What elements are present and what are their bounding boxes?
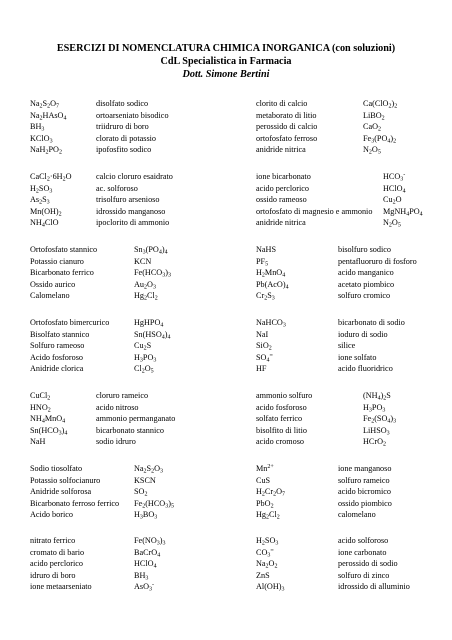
item-left-b: ortoarseniato bisodico: [96, 110, 169, 120]
item-right-b: $N_2O_5$: [363, 145, 381, 156]
exercise-row: [0, 486, 452, 498]
exercise-row: [0, 425, 452, 437]
item-right-b: $MgNH_4PO_4$: [383, 206, 423, 218]
exercise-block: [0, 390, 452, 448]
item-right-a: clorito di calcio: [256, 99, 308, 108]
item-right-a: acido perclorico: [256, 183, 309, 193]
exercise-row: [0, 110, 452, 122]
item-right-b: $Fe_3(PO_4)_2$: [363, 133, 397, 145]
item-right-b: silice: [338, 341, 356, 351]
exercise-row: [0, 581, 452, 593]
item-left-b: $Cl_2O_5$: [134, 364, 154, 375]
item-left-b: KCN: [134, 256, 152, 266]
item-right-a: anidride nitrica: [256, 145, 306, 155]
item-left-a: Bicarbonato ferroso ferrico: [30, 498, 120, 508]
item-right-b: LiBO$_2$: [363, 110, 385, 122]
item-right-b: perossido di sodio: [338, 559, 398, 569]
item-left-b: triidruro di boro: [96, 122, 149, 132]
item-left-a: KClO$_3$: [30, 133, 53, 145]
item-left-b: trisolfuro arsenioso: [96, 195, 160, 205]
item-left-b: ammonio permanganato: [96, 414, 176, 424]
item-right-b: acido manganico: [338, 268, 394, 278]
item-left-b: $Au_2O_3$: [134, 279, 156, 291]
exercise-block: [0, 535, 452, 593]
item-left-b: $SO_2$: [134, 487, 148, 498]
page-title: ESERCIZI DI NOMENCLATURA CHIMICA INORGANICA (con soluzioni): [56, 43, 396, 54]
item-right-b: ione carbonato: [338, 547, 387, 557]
exercise-row: [0, 290, 452, 302]
exercise-row: [0, 498, 452, 510]
item-right-b: bisolfuro sodico: [338, 245, 391, 254]
item-right-a: $H_2Cr_2O_7$: [256, 487, 286, 498]
item-right-b: ione solfato: [338, 352, 377, 362]
exercise-row: [0, 217, 452, 229]
item-left-a: $Na_2S_2O_7$: [30, 99, 60, 110]
item-right-a: CuS: [256, 475, 271, 485]
item-left-b: $Na_2S_2O_3$: [134, 464, 164, 475]
item-left-a: Acido fosforoso: [30, 352, 83, 362]
exercise-row: [0, 183, 452, 195]
item-left-b: calcio cloruro esaidrato: [96, 172, 173, 181]
item-right-a: metaborato di litio: [256, 110, 317, 120]
item-left-b: ipoclorito di ammonio: [96, 218, 170, 228]
author-name: Dott. Simone Bertini: [182, 69, 270, 80]
exercise-row: [0, 436, 452, 448]
item-left-b: HgHPO$_4$: [134, 318, 164, 329]
item-right-a: $PF_5$: [256, 256, 269, 268]
exercise-row: [0, 267, 452, 279]
exercise-row: [0, 463, 452, 475]
item-left-a: cromato di bario: [30, 547, 85, 557]
item-right-a: $H_2SO_3$: [256, 536, 279, 547]
item-left-b: $H_3PO_3$: [134, 352, 157, 364]
item-left-b: $Fe(HCO_3)_3$: [134, 268, 171, 279]
item-left-b: $Hg_2Cl_2$: [134, 291, 158, 302]
exercise-row: [0, 535, 452, 547]
item-left-a: Ossido aurico: [30, 279, 76, 289]
exercise-block: [0, 463, 452, 521]
item-left-b: disolfato sodico: [96, 99, 149, 108]
item-left-b: cloruro rameico: [96, 391, 149, 400]
item-right-a: PbO$_2$: [256, 498, 274, 510]
exercise-row: [0, 413, 452, 425]
exercise-row: [0, 340, 452, 352]
item-left-a: $BH_3$: [30, 122, 45, 133]
item-right-b: bicarbonato di sodio: [338, 318, 405, 327]
item-right-b: HClO$_4$: [383, 183, 406, 195]
item-right-a: ortofosfato ferroso: [256, 133, 318, 143]
item-left-b: ac. solforoso: [96, 183, 138, 193]
item-right-a: bisolfito di litio: [256, 425, 307, 435]
exercise-block: [0, 171, 452, 229]
item-left-a: nitrato ferrico: [30, 536, 76, 545]
item-left-a: Sodio tiosolfato: [30, 464, 83, 473]
item-left-a: Potassio solfocianuro: [30, 475, 101, 485]
item-right-a: NaI: [256, 329, 269, 339]
item-right-b: $N_2O_5$: [383, 218, 401, 229]
item-right-a: $Pb(AcO)_4$: [256, 279, 289, 291]
item-right-b: $HCO_3^-$: [383, 172, 406, 183]
item-left-b: $BH_3$: [134, 570, 149, 582]
exercise-row: [0, 256, 452, 268]
exercise-row: [0, 194, 452, 206]
item-right-a: $Cr_2S_3$: [256, 291, 275, 302]
item-left-b: $Sn_3(PO_4)_4$: [134, 245, 168, 256]
item-left-a: $NH_4MnO_4$: [30, 414, 66, 425]
item-right-b: ossido piombico: [338, 498, 392, 508]
exercise-row: [0, 390, 452, 402]
item-right-b: LiHSO$_3$: [363, 425, 390, 437]
page-subtitle: CdL Specialistica in Farmacia: [160, 56, 292, 67]
item-right-a: $SO_4^=$: [256, 352, 273, 364]
item-right-b: pentafluoruro di fosforo: [338, 256, 417, 266]
exercise-row: [0, 206, 452, 218]
item-right-a: ortofosfato di magnesio e ammonio: [256, 206, 373, 216]
item-left-b: bicarbonato stannico: [96, 425, 164, 435]
item-right-a: $Hg_2Cl_2$: [256, 510, 280, 521]
exercise-row: [0, 363, 452, 375]
exercise-row: [0, 475, 452, 487]
item-left-a: Calomelano: [30, 291, 70, 301]
exercise-row: [0, 547, 452, 559]
item-right-b: $Ca(ClO_2)_2$: [363, 99, 398, 110]
item-right-b: ioduro di sodio: [338, 329, 388, 339]
item-left-a: $H_2SO_3$: [30, 183, 53, 195]
item-left-a: $Mn(OH)_2$: [30, 206, 62, 218]
item-left-b: HClO$_4$: [134, 559, 157, 570]
item-right-b: solfuro di zinco: [338, 570, 390, 580]
exercise-row: [0, 171, 452, 183]
item-right-a: HF: [256, 364, 267, 374]
exercise-row: [0, 98, 452, 110]
item-right-a: $Al(OH)_3$: [256, 582, 285, 593]
item-left-b: $Fe(NO_3)_3$: [134, 536, 166, 547]
item-left-a: $As_2S_3$: [30, 195, 50, 206]
item-left-b: BaCrO$_4$: [134, 547, 161, 559]
exercise-row: [0, 133, 452, 145]
item-left-a: Ortofosfato stannico: [30, 245, 98, 254]
item-right-b: acetato piombico: [338, 279, 395, 289]
item-left-b: $Sn(HSO_4)_4$: [134, 329, 171, 341]
item-right-b: idrossido di alluminio: [338, 582, 410, 592]
item-left-a: $NH_4ClO$: [30, 218, 59, 229]
item-right-a: NaHS: [256, 245, 277, 254]
item-right-a: ossido rameoso: [256, 195, 307, 205]
item-left-a: acido perclorico: [30, 559, 83, 569]
exercise-row: [0, 570, 452, 582]
item-right-a: acido fosforoso: [256, 402, 307, 412]
item-left-a: Bicarbonato ferrico: [30, 268, 94, 278]
item-right-b: solfuro rameico: [338, 475, 390, 485]
item-left-a: $NaH_2PO_2$: [30, 145, 62, 156]
item-left-b: AsO$_3$-: [134, 582, 155, 593]
item-right-b: ione manganoso: [338, 464, 392, 473]
exercise-row: [0, 144, 452, 156]
item-left-b: $H_3BO_3$: [134, 510, 158, 521]
item-left-b: sodio idruro: [96, 437, 136, 447]
item-left-a: Bisolfato stannico: [30, 329, 90, 339]
item-right-a: $H_2MnO_4$: [256, 268, 286, 279]
item-right-a: ione bicarbonato: [256, 172, 311, 181]
item-left-a: Solfuro rameoso: [30, 341, 85, 351]
item-right-a: anidride nitrica: [256, 218, 306, 228]
item-left-a: Ortofosfato bimercurico: [30, 318, 110, 327]
item-left-a: ione metaarseniato: [30, 582, 92, 592]
item-left-b: idrossido manganoso: [96, 206, 166, 216]
item-left-a: NaH: [30, 437, 46, 447]
item-right-b: $H_3PO_3$: [363, 402, 386, 414]
item-left-b: $Cu_2S$: [134, 341, 152, 352]
item-right-a: solfato ferrico: [256, 414, 303, 424]
item-left-a: CuCl$_2$: [30, 391, 51, 402]
item-right-b: $Fe_2(SO_4)_3$: [363, 414, 397, 425]
item-right-a: NaHCO$_3$: [256, 318, 286, 329]
item-right-b: calomelano: [338, 510, 376, 520]
item-left-a: Acido borico: [30, 510, 73, 520]
item-right-a: acido cromoso: [256, 437, 304, 447]
exercise-row: [0, 329, 452, 341]
item-right-b: acido solforoso: [338, 536, 389, 545]
exercise-row: [0, 279, 452, 291]
item-right-a: ammonio solfuro: [256, 391, 313, 400]
exercise-row: [0, 558, 452, 570]
item-left-a: $Na_2HAsO_4$: [30, 110, 67, 122]
exercise-block: [0, 98, 452, 156]
item-left-b: acido nitroso: [96, 402, 139, 412]
item-left-a: Anidride solforosa: [30, 487, 92, 497]
item-right-a: $CO_3^=$: [256, 547, 274, 559]
item-right-b: acido bicromico: [338, 487, 391, 497]
item-left-a: Potassio cianuro: [30, 256, 84, 266]
item-right-a: perossido di calcio: [256, 122, 318, 132]
item-left-a: $CaCl_2\cdot 6H_2O$: [30, 172, 72, 183]
item-right-b: $(NH_4)_2S$: [363, 391, 391, 402]
item-right-a: ZnS: [256, 570, 270, 580]
exercise-row: [0, 317, 452, 329]
item-left-a: Anidride clorica: [30, 364, 84, 374]
item-right-b: solfuro cromico: [338, 291, 391, 301]
item-left-b: ipofosfito sodico: [96, 145, 152, 155]
item-right-b: $Cu_2O$: [383, 195, 402, 206]
item-left-b: $Fe_2(HCO_3)_5$: [134, 498, 174, 510]
item-right-b: acido fluoridrico: [338, 364, 393, 374]
item-left-b: clorato di potassio: [96, 133, 157, 143]
exercise-row: [0, 121, 452, 133]
item-right-a: $Na_2O_2$: [256, 559, 278, 570]
item-right-a: $Mn^{2+}$: [256, 464, 274, 473]
exercise-block: [0, 317, 452, 375]
item-left-b: KSCN: [134, 475, 156, 485]
exercise-row: [0, 244, 452, 256]
exercise-row: [0, 402, 452, 414]
item-right-a: SiO$_2$: [256, 341, 272, 352]
item-left-a: $HNO_2$: [30, 402, 51, 414]
item-right-b: HCrO$_2$: [363, 437, 387, 448]
item-right-b: CaO$_2$: [363, 122, 382, 133]
item-left-a: idruro di boro: [30, 570, 76, 580]
exercise-block: [0, 244, 452, 302]
exercise-row: [0, 509, 452, 521]
exercise-row: [0, 352, 452, 364]
item-left-a: $Sn(HCO_3)_4$: [30, 425, 68, 437]
